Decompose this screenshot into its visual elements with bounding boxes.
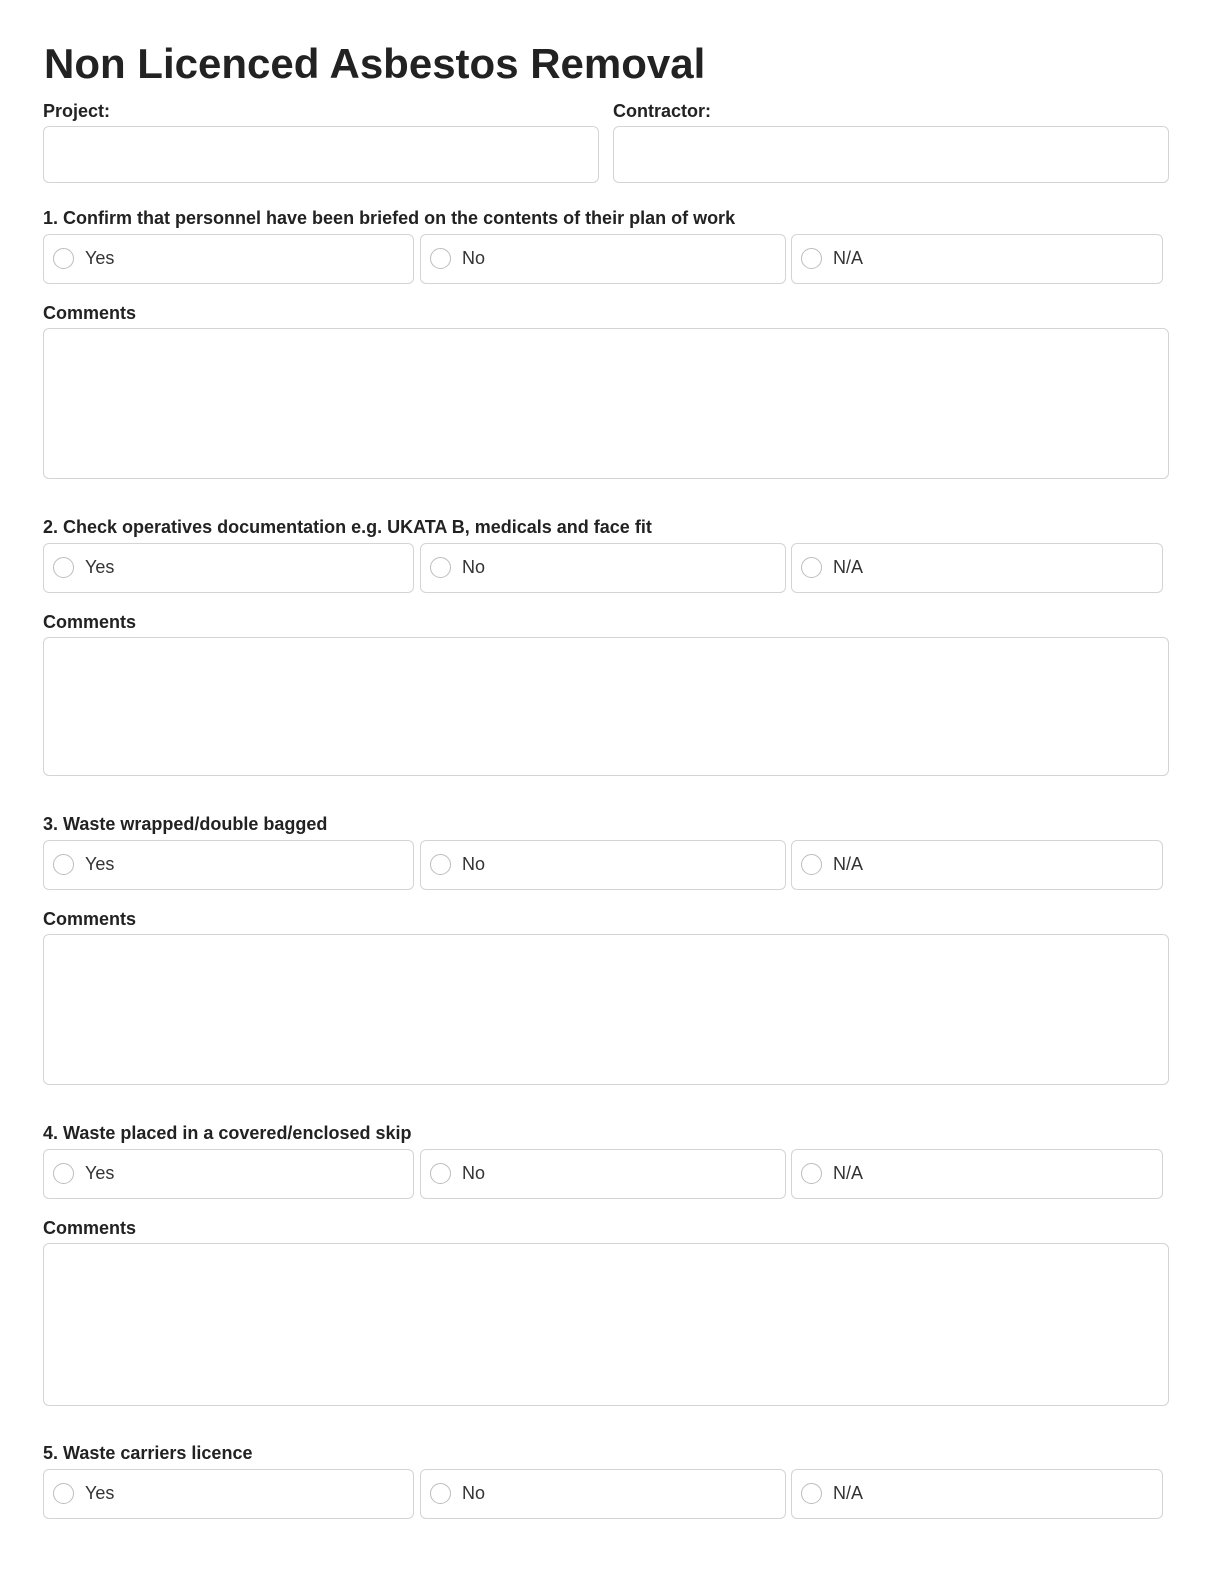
q2-option-yes[interactable] [43,543,414,593]
radio-circle-icon[interactable] [801,1163,822,1184]
q4-comments-textarea[interactable] [43,1243,1169,1406]
q4-option-na[interactable] [791,1149,1163,1199]
q2-option-no[interactable] [420,543,786,593]
option-label: N/A [833,557,864,577]
question-label: 1. Confirm that personnel have been briefed on the contents of their plan of work [43,208,736,228]
q2-comments-textarea[interactable] [43,637,1169,776]
radio-circle-icon[interactable] [801,557,822,578]
option-label: Yes [85,557,115,577]
option-label: No [462,854,486,874]
project-input[interactable] [43,126,599,183]
comments-label: Comments [43,909,137,929]
option-label: No [462,248,486,268]
question-label: 4. Waste placed in a covered/enclosed skip [43,1123,412,1143]
option-label: No [462,1163,486,1183]
q5-option-no[interactable] [420,1469,786,1519]
q3-option-na[interactable] [791,840,1163,890]
radio-circle-icon[interactable] [53,248,74,269]
radio-circle-icon[interactable] [430,854,451,875]
radio-circle-icon[interactable] [53,854,74,875]
q1-option-na[interactable] [791,234,1163,284]
option-label: N/A [833,1163,864,1183]
option-label: N/A [833,248,864,268]
question-label: 5. Waste carriers licence [43,1443,253,1463]
q1-comments-textarea[interactable] [43,328,1169,479]
q4-option-yes[interactable] [43,1149,414,1199]
option-label: Yes [85,1163,115,1183]
radio-circle-icon[interactable] [430,248,451,269]
q3-option-yes[interactable] [43,840,414,890]
radio-circle-icon[interactable] [801,1483,822,1504]
option-label: N/A [833,854,864,874]
option-label: No [462,557,486,577]
q3-comments-textarea[interactable] [43,934,1169,1085]
option-label: Yes [85,1483,115,1503]
comments-label: Comments [43,612,137,632]
comments-label: Comments [43,303,137,323]
radio-circle-icon[interactable] [430,1483,451,1504]
option-label: N/A [833,1483,864,1503]
radio-circle-icon[interactable] [801,248,822,269]
radio-circle-icon[interactable] [53,1163,74,1184]
radio-circle-icon[interactable] [801,854,822,875]
q4-option-no[interactable] [420,1149,786,1199]
radio-circle-icon[interactable] [430,557,451,578]
comments-label: Comments [43,1218,137,1238]
option-label: Yes [85,248,115,268]
contractor-label: Contractor: [613,101,711,121]
radio-circle-icon[interactable] [53,557,74,578]
page-title: Non Licenced Asbestos Removal [44,40,706,87]
option-label: Yes [85,854,115,874]
q1-option-no[interactable] [420,234,786,284]
q5-option-yes[interactable] [43,1469,414,1519]
radio-circle-icon[interactable] [430,1163,451,1184]
q1-option-yes[interactable] [43,234,414,284]
question-label: 2. Check operatives documentation e.g. UKATA B, medicals and face fit [43,517,652,537]
option-label: No [462,1483,486,1503]
question-label: 3. Waste wrapped/double bagged [43,814,328,834]
q3-option-no[interactable] [420,840,786,890]
radio-circle-icon[interactable] [53,1483,74,1504]
project-label: Project: [43,101,111,121]
contractor-input[interactable] [613,126,1169,183]
q5-option-na[interactable] [791,1469,1163,1519]
q2-option-na[interactable] [791,543,1163,593]
